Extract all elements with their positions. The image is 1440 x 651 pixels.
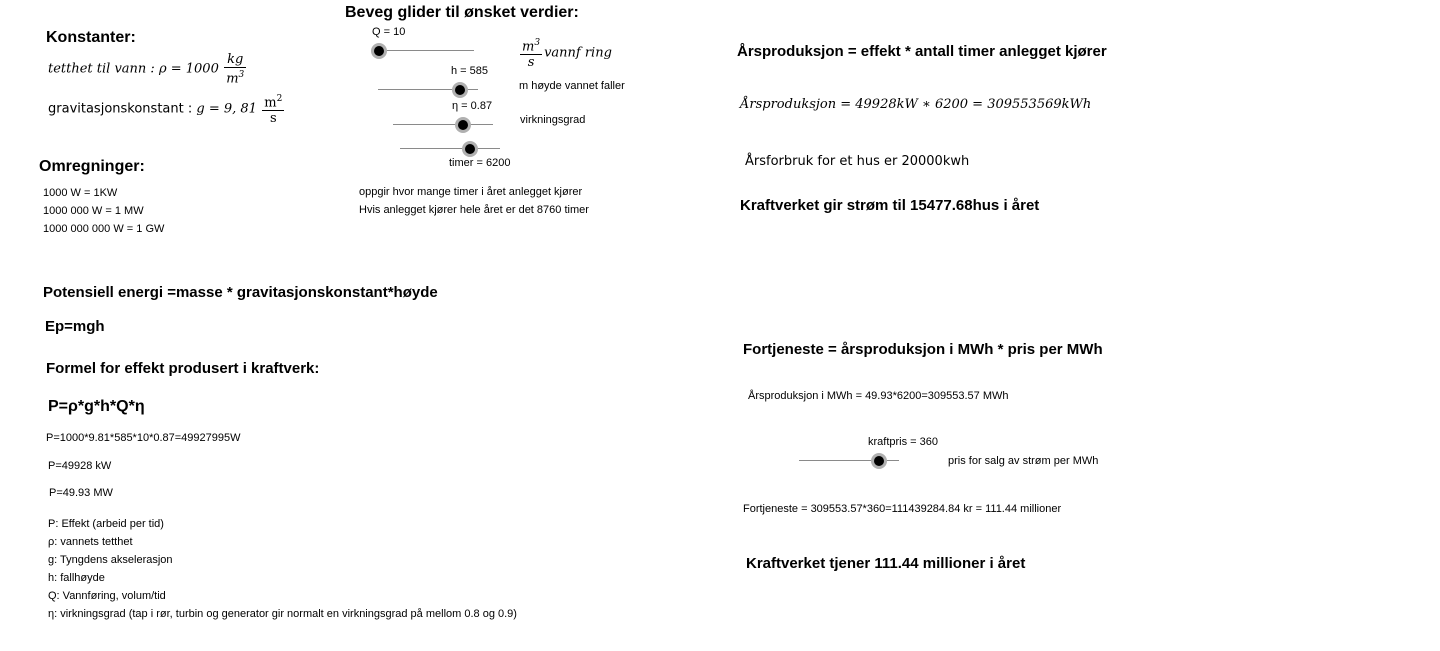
price-slider[interactable]: [799, 451, 899, 471]
legend-item: h: fallhøyde: [48, 572, 105, 584]
price-description: pris for salg av strøm per MWh: [948, 455, 1099, 467]
household-consumption: Årsforbruk for et hus er 20000kwh: [745, 154, 970, 169]
gravity-expression: g = 9, 81: [196, 101, 257, 117]
q-unit-text: vannf ring: [544, 45, 612, 61]
sliders-heading: Beveg glider til ønsket verdier:: [345, 4, 579, 21]
timer-slider[interactable]: [400, 139, 500, 159]
legend-item: ρ: vannets tetthet: [48, 536, 133, 548]
legend-item: g: Tyngdens akselerasjon: [48, 554, 173, 566]
q-slider-knob[interactable]: [371, 43, 387, 59]
density-label: tetthet til vann :: [48, 61, 159, 77]
effect-heading: Formel for effekt produsert i kraftverk:: [46, 360, 320, 377]
conversions-heading: Omregninger:: [39, 158, 145, 175]
h-description: m høyde vannet faller: [519, 80, 625, 92]
eta-slider-knob[interactable]: [455, 117, 471, 133]
eta-slider-label: η = 0.87: [452, 100, 493, 112]
gravity-constant: [48, 92, 286, 126]
price-slider-knob[interactable]: [871, 453, 887, 469]
q-slider[interactable]: [375, 41, 474, 61]
conversion-line: 1000 000 000 W = 1 GW: [43, 223, 165, 235]
ep-formula: Ep=mgh: [45, 318, 105, 335]
power-calc-mw: P=49.93 MW: [49, 487, 113, 499]
legend-item: η: virkningsgrad (tap i rør, turbin og generator gir normalt en virkningsgrad på mellom 0.8 og 0.9): [48, 608, 517, 620]
annual-formula: Årsproduksjon = 49928kW ∗ 6200 = 309553569kWh: [740, 97, 1092, 112]
power-calc-kw: P=49928 kW: [48, 460, 112, 472]
profit-heading: Fortjeneste = årsproduksjon i MWh * pris per MWh: [743, 341, 1103, 358]
timer-note: Hvis anlegget kjører hele året er det 8760 timer: [359, 204, 589, 216]
h-slider-label: h = 585: [451, 65, 489, 77]
power-formula: P=ρ*g*h*Q*η: [48, 398, 145, 415]
potential-energy-heading: Potensiell energi =masse * gravitasjonskonstant*høyde: [43, 284, 438, 301]
timer-slider-label: timer = 6200: [449, 157, 511, 169]
gravity-label: gravitasjonskonstant :: [48, 101, 197, 117]
eta-slider[interactable]: [393, 115, 493, 135]
eta-description: virkningsgrad: [520, 114, 586, 126]
q-unit-fraction: $\frac{m^3}{s}$: [522, 38, 541, 71]
density-constant: [48, 52, 248, 86]
legend-item: Q: Vannføring, volum/tid: [48, 590, 166, 602]
price-slider-label: kraftpris = 360: [868, 436, 939, 448]
power-calc-w: P=1000*9.81*585*10*0.87=49927995W: [46, 432, 241, 444]
q-slider-label: Q = 10: [372, 26, 406, 38]
houses-supplied: Kraftverket gir strøm til 15477.68hus i året: [740, 197, 1040, 214]
gravity-unit: $\frac{m^2}{s}$: [264, 94, 283, 127]
constants-heading: Konstanter:: [46, 29, 136, 46]
profit-summary: Kraftverket tjener 111.44 millioner i året: [746, 555, 1026, 572]
q-unit: [518, 36, 612, 70]
density-expression: ρ = 1000: [158, 61, 219, 77]
timer-slider-knob[interactable]: [462, 141, 478, 157]
h-slider[interactable]: [378, 80, 478, 100]
density-unit: $\frac{kg}{m^3}$: [226, 52, 245, 87]
annual-mwh-line: Årsproduksjon i MWh = 49.93*6200=309553.57 MWh: [748, 390, 1009, 402]
h-slider-knob[interactable]: [452, 82, 468, 98]
conversion-line: 1000 000 W = 1 MW: [43, 205, 144, 217]
conversion-line: 1000 W = 1KW: [43, 187, 118, 199]
profit-line: Fortjeneste = 309553.57*360=111439284.84 kr = 111.44 millioner: [743, 503, 1062, 515]
annual-heading: Årsproduksjon = effekt * antall timer anlegget kjører: [737, 43, 1107, 60]
timer-note: oppgir hvor mange timer i året anlegget kjører: [359, 186, 583, 198]
legend-item: P: Effekt (arbeid per tid): [48, 518, 164, 530]
